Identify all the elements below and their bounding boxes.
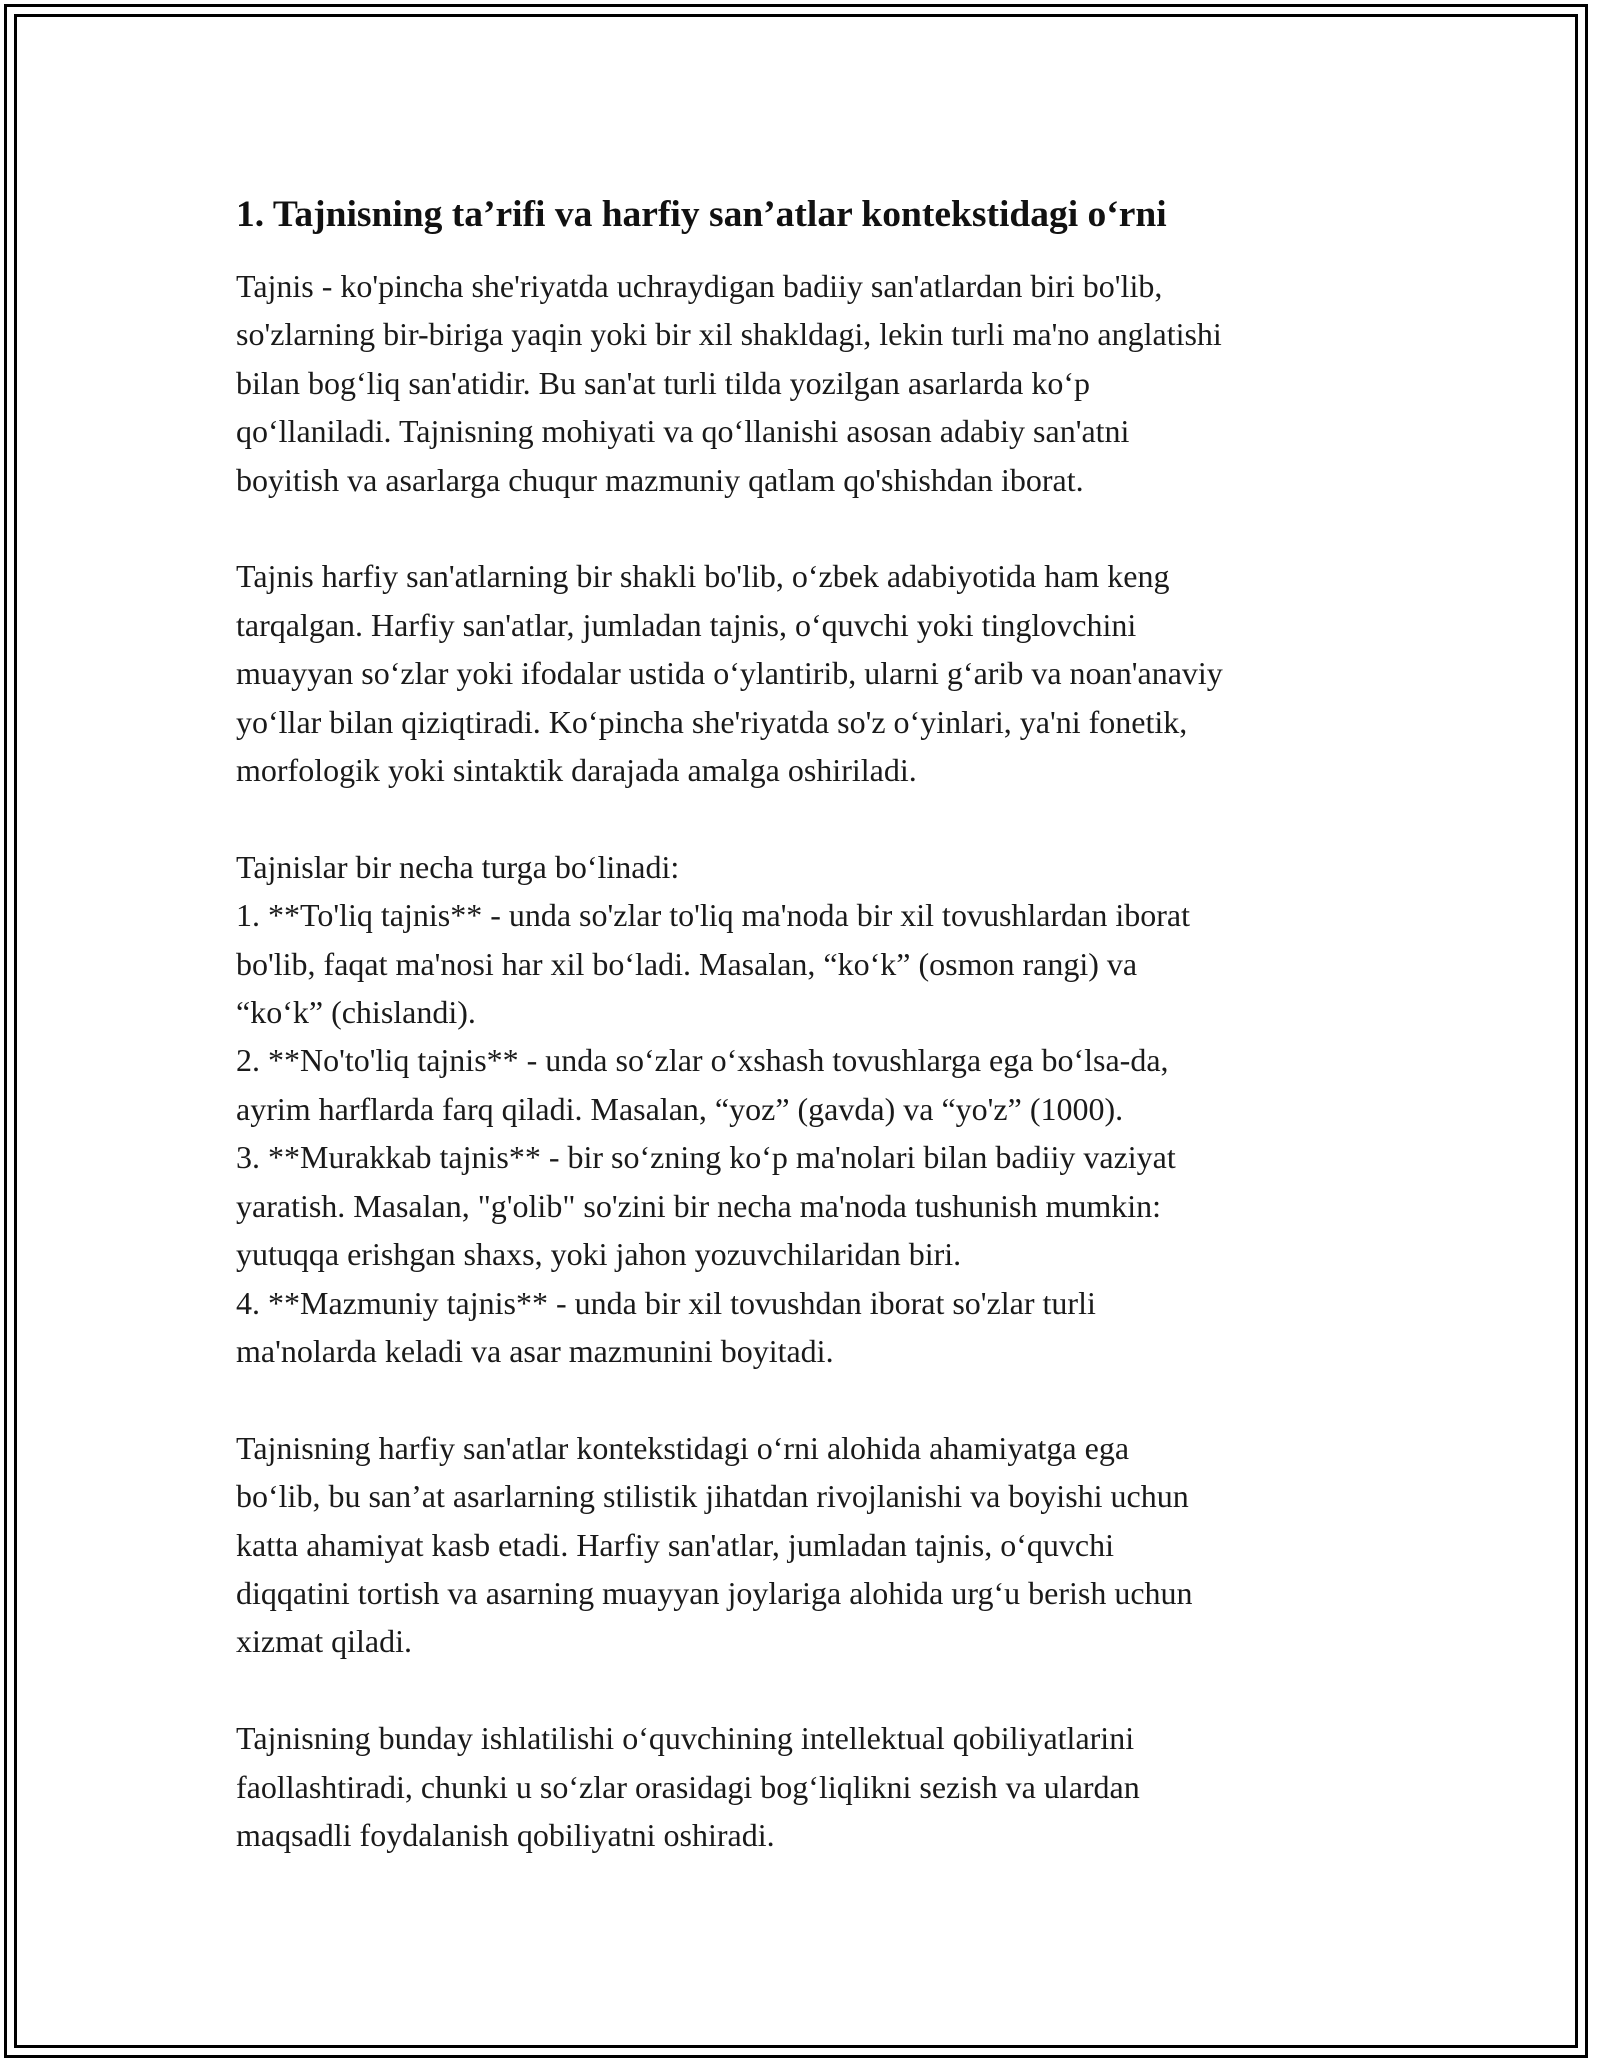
section-heading: 1. Tajnisning ta’rifi va harfiy san’atlar kontekstidagi o‘rni	[236, 194, 1167, 235]
paragraph-definition: Tajnis - ko'pincha she'riyatda uchraydigan badiiy san'atlardan biri bo'lib, so'zlarning bir-biriga yaqin yoki bir xil shakldagi, lekin turli ma'no anglatishi bilan bog‘liq san'atidir. Bu san'at turli tilda yozilgan asarlarda ko‘p qo‘llaniladi. Tajnisning mohiyati va qo‘llanishi asosan adabiy san'atni boyitish va asarlarga chuqur mazmuniy qatlam qo'shishdan iborat.	[236, 268, 1222, 498]
paragraph-harfiy-sanatlar: Tajnis harfiy san'atlarning bir shakli bo'lib, o‘zbek adabiyotida ham keng tarqalgan. Harfiy san'atlar, jumladan tajnis, o‘quvchi yoki tinglovchini muayyan so‘zlar yoki ifodalar ustida o‘ylantirib, ularni g‘arib va noan'anaviy yo‘llar bilan qiziqtiradi. Ko‘pincha she'riyatda so'z o‘yinlari, ya'ni fonetik, morfologik yoki sintaktik darajada amalga oshiriladi.	[236, 558, 1223, 789]
document-body	[236, 188, 1386, 1859]
paragraph-tajnis-types-list: Tajnislar bir necha turga bo‘linadi: 1. **To'liq tajnis** - unda so'zlar to'liq ma'noda bir xil tovushlardan iborat bo'lib, faqat ma'nosi har xil bo‘ladi. Masalan, “ko‘k” (osmon rangi) va “ko‘k” (chislandi). 2. **No'to'liq tajnis** - unda so‘zlar o‘xshash tovushlarga ega bo‘lsa-da, ayrim harflarda farq qiladi. Masalan, “yoz” (gavda) va “yo'z” (1000). 3. **Murakkab tajnis** - bir so‘zning ko‘p ma'nolari bilan badiiy vaziyat yaratish. Masalan, "g'olib" so'zini bir necha ma'noda tushunish mumkin: yutuqqa erishgan shaxs, yoki jahon yozuvchilaridan biri. 4. **Mazmuniy tajnis** - unda bir xil tovushdan iborat so'zlar turli ma'nolarda keladi va asar mazmunini boyitadi.	[236, 848, 1190, 1369]
paragraph-conclusion: Tajnisning bunday ishlatilishi o‘quvchining intellektual qobiliyatlarini faollashtiradi, chunki u so‘zlar orasidagi bog‘liqlikni sezish va ulardan maqsadli foydalanish qobiliyatni oshiradi.	[236, 1720, 1140, 1853]
paragraph-context-role: Tajnisning harfiy san'atlar kontekstidagi o‘rni alohida ahamiyatga ega bo‘lib, bu san’at asarlarning stilistik jihatdan rivojlanishi va boyishi uchun katta ahamiyat kasb etadi. Harfiy san'atlar, jumladan tajnis, o‘quvchi diqqatini tortish va asarning muayyan joylariga alohida urg‘u berish uchun xizmat qiladi.	[236, 1429, 1193, 1660]
